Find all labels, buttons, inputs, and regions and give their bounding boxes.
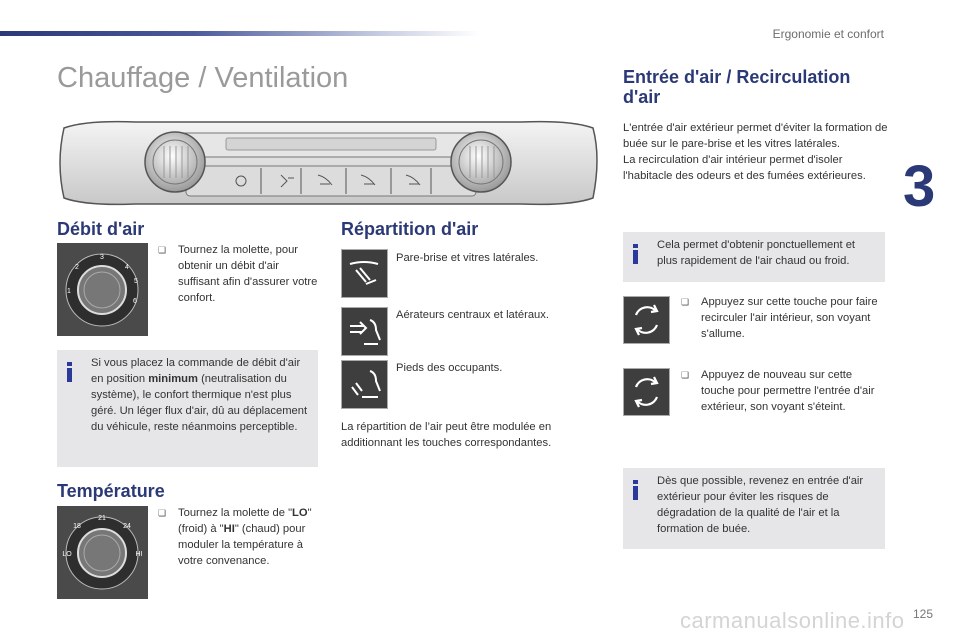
bullet-marker: ❏ xyxy=(158,508,167,518)
debit-instruction-text: Tournez la molette, pour obtenir un débit d'air suffisant afin d'assurer votre confort. xyxy=(178,244,318,304)
info-icon xyxy=(633,480,638,500)
bullet-marker: ❏ xyxy=(681,370,690,380)
fan-knob-label-2: 2 xyxy=(75,264,79,271)
bullet-marker: ❏ xyxy=(158,245,167,255)
temp-knob-label-24: 24 xyxy=(123,523,131,530)
recirculation-off-text: Appuyez de nouveau sur cette touche pour permettre l'entrée d'air extérieur, son voyant s'éteint. xyxy=(701,369,875,413)
climate-control-panel-illustration xyxy=(56,118,601,210)
temperature-instruction xyxy=(158,505,318,569)
entree-intro: L'entrée d'air extérieur permet d'éviter la formation de buée sur le pare-brise et les vitres latérales. La recirculation d'air intérieur permet d'isoler l'habitacle des odeurs et des fumées extérieures. xyxy=(623,122,888,182)
debit-info-box xyxy=(57,350,318,467)
temp-knob-label-18: 18 xyxy=(73,523,81,530)
temperature-heading: Température xyxy=(57,481,165,501)
repartition-item-vents: Aérateurs centraux et latéraux. xyxy=(396,309,549,321)
fan-knob-label-3: 3 xyxy=(100,254,104,261)
info-icon xyxy=(633,244,638,264)
fan-knob-label-6: 6 xyxy=(133,298,137,305)
temp-knob-label-hi: HI xyxy=(135,551,143,558)
fan-knob-label-4: 4 xyxy=(125,264,129,271)
temp-knob-label-21: 21 xyxy=(98,515,106,522)
fan-knob-label-1: 1 xyxy=(67,288,71,295)
temp-knob-label-lo: LO xyxy=(62,551,72,558)
recirculation-on-text: Appuyez sur cette touche pour faire recirculer l'air intérieur, son voyant s'allume. xyxy=(701,296,878,340)
section-name: Ergonomie et confort xyxy=(772,27,884,41)
header-accent-bar xyxy=(0,31,480,36)
fan-speed-knob-image xyxy=(57,243,148,336)
recirculation-icon xyxy=(623,296,670,344)
chapter-number: 3 xyxy=(903,154,936,219)
debit-heading: Débit d'air xyxy=(57,219,145,239)
entree-heading: Entrée d'air / Recirculation d'air xyxy=(623,67,851,107)
page-title: Chauffage / Ventilation xyxy=(57,62,349,94)
repartition-note: La répartition de l’air peut être modulée en additionnant les touches correspondantes. xyxy=(341,421,552,449)
entree-info-box-2 xyxy=(623,468,885,549)
debit-info-text: Si vous placez la commande de débit d'air en position minimum (neutralisation du système), le confort thermique n'est plus géré. Un léger flux d'air, dû au déplacement du véhicule, reste néanmoins perceptible. xyxy=(91,357,308,433)
temperature-instruction-text: Tournez la molette de "LO" (froid) à "HI" (chaud) pour moduler la température à votre convenance. xyxy=(178,507,312,567)
repartition-heading: Répartition d'air xyxy=(341,219,479,239)
repartition-item-windshield: Pare-brise et vitres latérales. xyxy=(396,252,539,264)
recirculation-icon-off xyxy=(623,368,670,416)
windshield-airflow-icon xyxy=(341,249,388,298)
debit-instruction xyxy=(158,242,318,306)
entree-info-text-1: Cela permet d'obtenir ponctuellement et plus rapidement de l'air chaud ou froid. xyxy=(657,239,856,267)
face-airflow-icon xyxy=(341,307,388,356)
info-icon xyxy=(67,362,72,382)
repartition-item-feet: Pieds des occupants. xyxy=(396,362,503,374)
recirculation-off-instruction xyxy=(681,367,886,415)
page-number: 125 xyxy=(913,607,934,621)
temperature-knob-image xyxy=(57,506,148,599)
fan-knob-label-5: 5 xyxy=(134,278,138,285)
entree-info-box-1 xyxy=(623,232,885,282)
feet-airflow-icon xyxy=(341,360,388,409)
entree-info-text-2: Dès que possible, revenez en entrée d'air extérieur pour éviter les risques de dégradation de la qualité de l'air et la formation de buée. xyxy=(657,475,864,535)
recirculation-on-instruction xyxy=(681,294,886,342)
bullet-marker: ❏ xyxy=(681,297,690,307)
footer-watermark: carmanualsonline.info xyxy=(680,608,905,633)
